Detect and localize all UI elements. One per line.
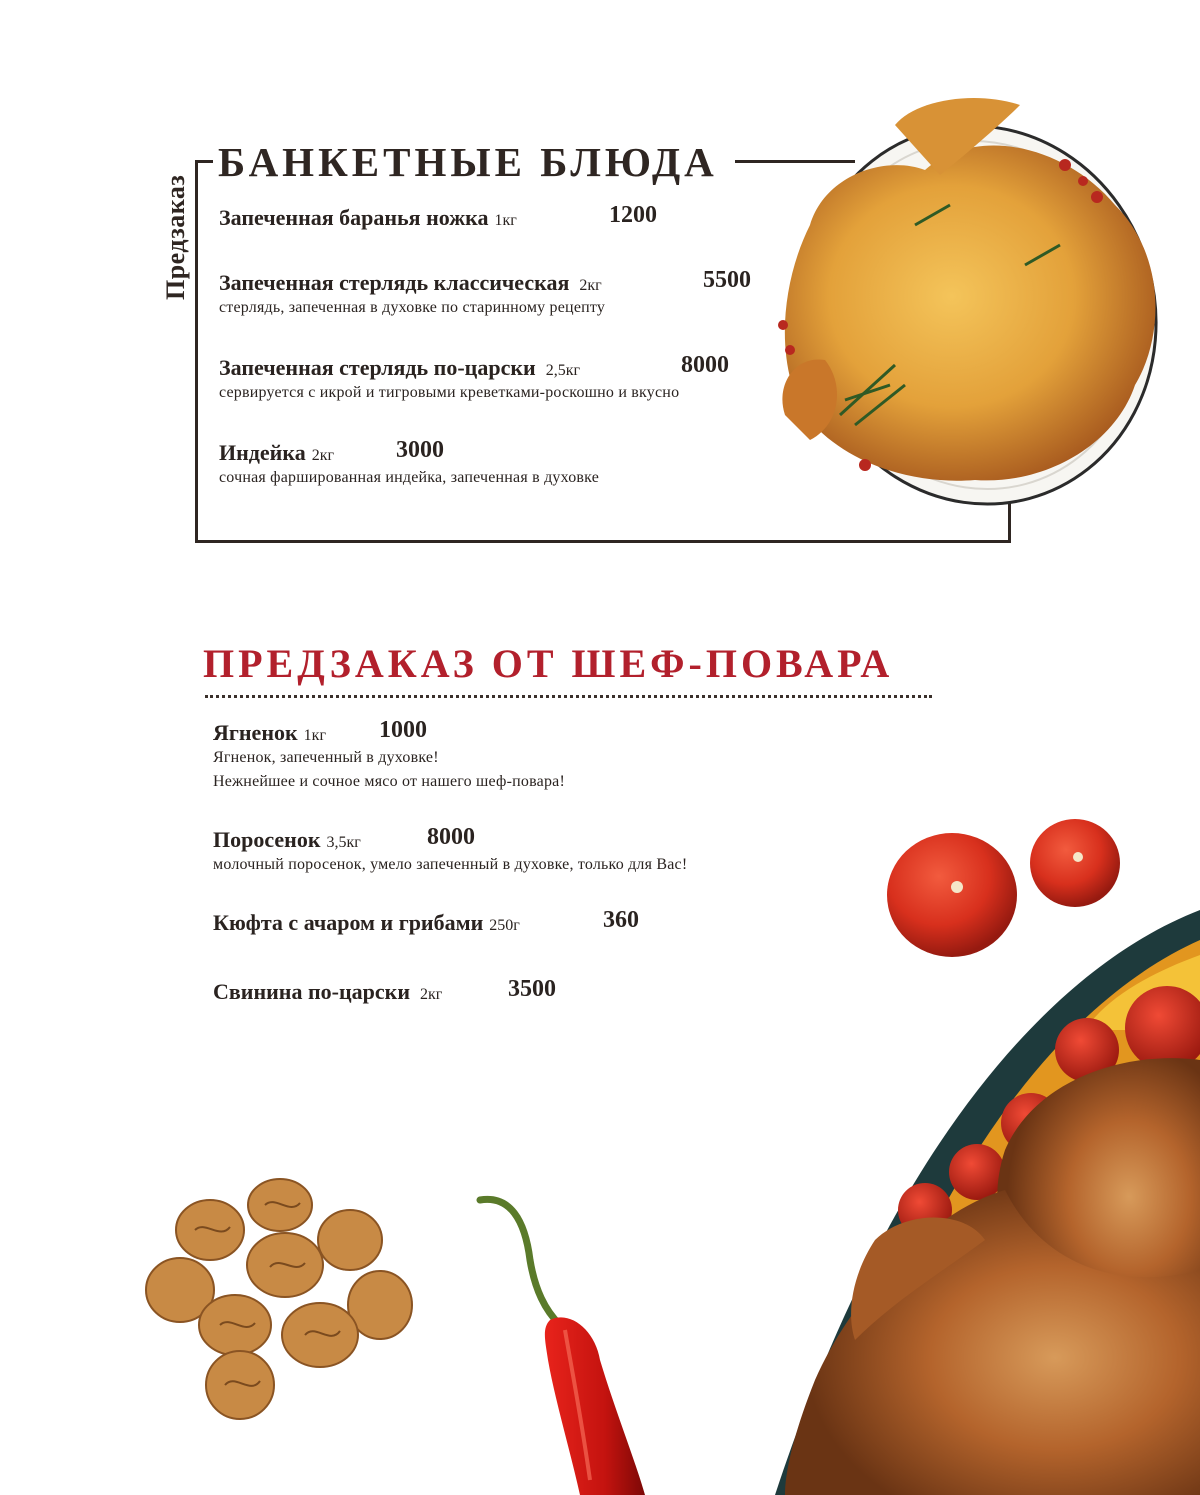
item-name: Запеченная стерлядь классическая: [219, 270, 570, 295]
menu-item: [219, 202, 657, 231]
item-price: 5500: [703, 267, 751, 293]
item-price: 3500: [508, 976, 556, 1002]
preorder-side-label: Предзаказ: [161, 174, 190, 300]
item-description-line: молочный поросенок, умело запеченный в духовке, только для Вас!: [213, 856, 688, 873]
item-price: 1200: [609, 202, 657, 228]
item-description: сочная фаршированная индейка, запеченная в духовке: [219, 469, 600, 486]
menu-item: [219, 267, 751, 296]
item-weight: 2кг: [579, 277, 602, 294]
roast-turkey-photo: [765, 85, 1175, 510]
frame-top-left-line: [195, 160, 213, 163]
menu-item: [213, 976, 556, 1005]
item-weight: 2кг: [311, 447, 335, 464]
item-name: Свинина по-царски: [213, 979, 411, 1004]
item-name: Кюфта с ачаром и грибами: [213, 910, 484, 935]
item-weight: 1кг: [494, 212, 517, 229]
item-price: 3000: [396, 437, 444, 463]
item-description: сервируется с икрой и тигровыми креветками-роскошно и вкусно: [219, 384, 680, 401]
item-weight: 2кг: [420, 986, 443, 1003]
dotted-divider: [205, 695, 932, 698]
menu-item: [213, 824, 475, 853]
item-description: стерлядь, запеченная в духовке по старинному рецепту: [219, 299, 606, 316]
frame-bottom-line: [195, 540, 1011, 543]
menu-item: [219, 352, 729, 381]
item-name: Индейка: [219, 440, 306, 465]
item-price: 8000: [427, 824, 475, 850]
roast-platter-photo: [705, 910, 1200, 1495]
frame-left-line: [195, 160, 198, 543]
chef-preorder-title: ПРЕДЗАКАЗ ОТ ШЕФ-ПОВАРА: [203, 641, 894, 686]
item-price: 8000: [681, 352, 729, 378]
item-weight: 250г: [489, 917, 520, 934]
walnuts-photo: [140, 1175, 420, 1425]
item-name: Ягненок: [213, 720, 298, 745]
chili-pepper-photo: [470, 1190, 660, 1495]
item-name: Запеченная баранья ножка: [219, 205, 489, 230]
item-description-line: Нежнейшее и сочное мясо от нашего шеф-повара!: [213, 773, 565, 790]
menu-item: [219, 437, 444, 466]
item-name: Запеченная стерлядь по-царски: [219, 355, 536, 380]
item-description-line: Ягненок, запеченный в духовке!: [213, 749, 439, 766]
item-price: 360: [603, 907, 639, 933]
item-weight: 3,5кг: [326, 834, 361, 851]
item-weight: 2,5кг: [545, 362, 581, 379]
banquet-title: БАНКЕТНЫЕ БЛЮДА: [218, 139, 718, 185]
menu-item: [213, 717, 427, 746]
item-price: 1000: [379, 717, 427, 743]
item-weight: 1кг: [303, 727, 327, 744]
menu-item: [213, 907, 639, 936]
item-name: Поросенок: [213, 827, 321, 852]
